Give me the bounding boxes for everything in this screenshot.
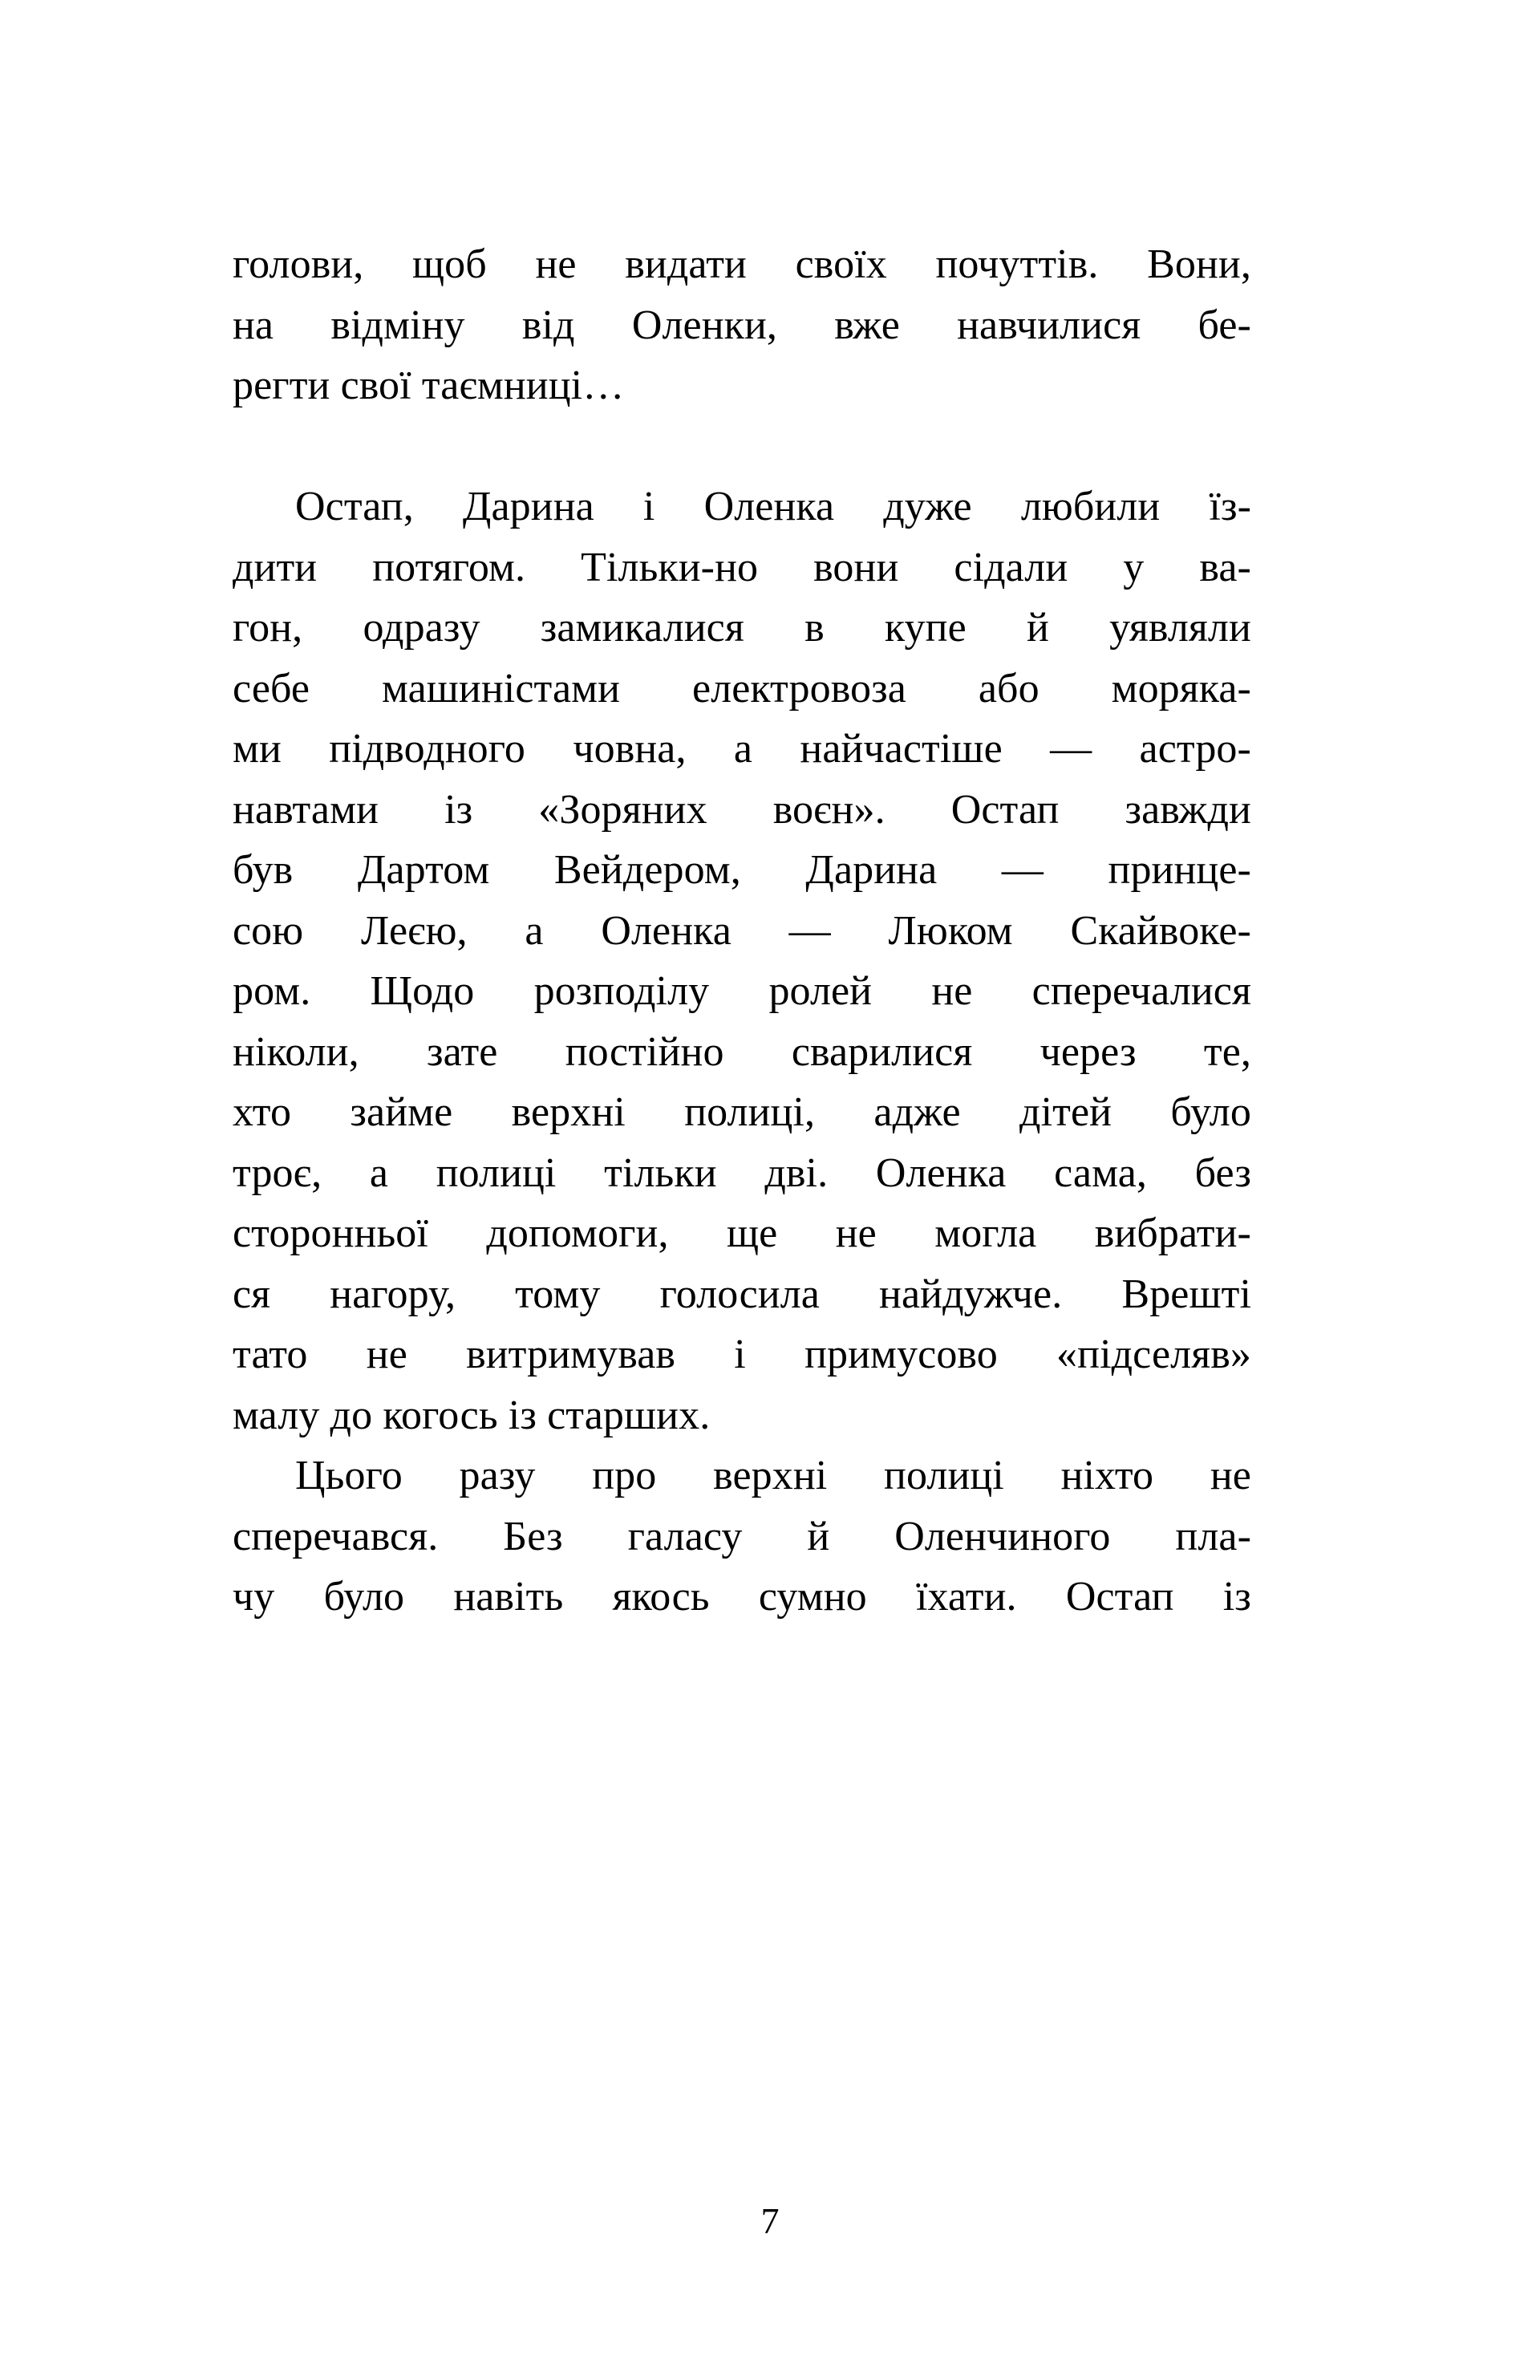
word: тато	[233, 1332, 308, 1377]
word: сою	[233, 907, 304, 954]
word: голосила	[659, 1271, 820, 1317]
word: в	[804, 605, 825, 651]
word: гон,	[233, 605, 303, 651]
word: бе-	[1198, 302, 1251, 348]
word: ром.	[233, 968, 311, 1014]
word: найдужче.	[879, 1271, 1063, 1317]
word: полиці	[436, 1149, 557, 1196]
word: про	[592, 1453, 657, 1498]
word: могла	[934, 1210, 1037, 1256]
word: одразу	[363, 605, 480, 651]
word: —	[788, 907, 831, 954]
word: у	[1123, 544, 1145, 590]
word: човна,	[573, 726, 687, 772]
word: Оленка	[601, 907, 732, 954]
word: а	[369, 1149, 389, 1196]
word: те,	[1203, 1028, 1251, 1075]
word: із	[444, 786, 473, 833]
word: на	[233, 302, 274, 348]
word: сама,	[1054, 1149, 1148, 1196]
word: хто	[233, 1089, 292, 1135]
word: чу	[233, 1574, 275, 1620]
word: —	[1001, 847, 1044, 893]
word: не	[835, 1210, 877, 1256]
word: старших.	[547, 1392, 711, 1438]
word: Без	[503, 1513, 563, 1559]
word: а	[733, 726, 753, 772]
word: астро-	[1139, 726, 1251, 772]
word: Вейдером,	[553, 847, 741, 893]
paragraph-gap	[233, 416, 1251, 477]
word: було	[323, 1574, 405, 1620]
paragraph	[233, 476, 1251, 1445]
word: ніхто	[1060, 1453, 1154, 1498]
word: не	[535, 241, 577, 287]
word: від	[521, 302, 575, 348]
word: а	[525, 907, 544, 954]
word: ролей	[768, 968, 873, 1014]
word: видати	[625, 241, 747, 287]
text-line	[233, 961, 1251, 1022]
word: сідали	[954, 544, 1068, 590]
word: зате	[426, 1028, 498, 1075]
word: Оленка	[703, 484, 835, 529]
word: дітей	[1019, 1089, 1112, 1135]
word: якось	[612, 1574, 710, 1620]
word: потягом.	[372, 544, 526, 590]
text-line	[233, 537, 1251, 598]
word: адже	[873, 1089, 961, 1135]
paragraph	[233, 1445, 1251, 1628]
word: Дарина	[462, 484, 594, 529]
word: Остап	[1065, 1574, 1174, 1620]
word: дві.	[764, 1149, 829, 1196]
word: когось	[383, 1392, 498, 1438]
word: полиці	[884, 1453, 1004, 1498]
word: галасу	[627, 1513, 743, 1559]
word: тільки	[604, 1149, 717, 1196]
word: моряка-	[1111, 665, 1251, 712]
text-line	[233, 1264, 1251, 1325]
word: Тільки-но	[581, 544, 759, 590]
text-line	[233, 1445, 1251, 1506]
word: вже	[834, 302, 900, 348]
word: малу	[233, 1392, 320, 1438]
text-line	[233, 1082, 1251, 1143]
word: ва-	[1199, 544, 1251, 590]
word: машиністами	[381, 665, 621, 712]
word: допомоги,	[486, 1210, 669, 1256]
word: без	[1194, 1149, 1251, 1196]
paragraph	[233, 234, 1251, 416]
word: не	[366, 1332, 407, 1377]
word: Скайвоке-	[1070, 907, 1251, 954]
word: Вони,	[1147, 241, 1251, 287]
word: ніколи,	[233, 1028, 359, 1075]
word: купе	[884, 605, 967, 651]
word: ми	[233, 726, 282, 772]
word: тому	[515, 1271, 601, 1317]
text-line	[233, 780, 1251, 841]
word: навіть	[453, 1574, 564, 1620]
word: Леєю,	[360, 907, 468, 954]
page-text-column	[233, 234, 1251, 1628]
word: разу	[459, 1453, 536, 1498]
word: щоб	[412, 241, 487, 287]
text-line	[233, 476, 1251, 537]
word: Остап,	[295, 484, 414, 529]
word: Оленчиного	[894, 1513, 1111, 1559]
text-line	[233, 234, 1251, 295]
word: сперечався.	[233, 1513, 439, 1559]
word: примусово	[804, 1332, 998, 1377]
word: навчилися	[957, 302, 1141, 348]
text-line	[233, 659, 1251, 720]
word: Цього	[295, 1453, 403, 1498]
word: уявляли	[1109, 605, 1251, 651]
word: дити	[233, 544, 318, 590]
word: завжди	[1125, 786, 1251, 833]
word: із	[508, 1392, 537, 1438]
text-line	[233, 1203, 1251, 1264]
word: і	[734, 1332, 746, 1377]
word: принце-	[1108, 847, 1251, 893]
word: ще	[726, 1210, 778, 1256]
text-line	[233, 901, 1251, 962]
word: «підселяв»	[1056, 1332, 1251, 1377]
word: було	[1170, 1089, 1251, 1135]
word: таємниці…	[421, 363, 625, 408]
word: воєн».	[772, 786, 886, 833]
word: сторонньої	[233, 1210, 428, 1256]
word: був	[233, 847, 294, 893]
word: й	[1026, 605, 1049, 651]
word: сперечалися	[1031, 968, 1251, 1014]
text-line	[233, 1143, 1251, 1204]
word: верхні	[713, 1453, 828, 1498]
word: не	[1210, 1453, 1251, 1498]
word: Оленка	[875, 1149, 1007, 1196]
word: регти	[233, 363, 330, 408]
page-number: 7	[760, 2200, 780, 2241]
word: Дартом	[357, 847, 490, 893]
word: пла-	[1175, 1513, 1251, 1559]
text-line	[233, 1022, 1251, 1083]
word: постійно	[565, 1028, 724, 1075]
word: відміну	[330, 302, 465, 348]
word: себе	[233, 665, 310, 712]
word: своїх	[795, 241, 887, 287]
text-line	[233, 1324, 1251, 1385]
word: не	[931, 968, 973, 1014]
word: із	[1222, 1574, 1251, 1620]
word: електровоза	[691, 665, 906, 712]
word: займе	[350, 1089, 453, 1135]
word: троє,	[233, 1149, 322, 1196]
text-line	[233, 1567, 1251, 1628]
text-line	[233, 1506, 1251, 1567]
word: Люком	[888, 907, 1013, 954]
word: любили	[1020, 484, 1161, 529]
word: сумно	[758, 1574, 867, 1620]
word: і	[642, 484, 655, 529]
word: їз-	[1209, 484, 1251, 529]
word: вибрати-	[1094, 1210, 1251, 1256]
word: Дарина	[805, 847, 938, 893]
word: навтами	[233, 786, 379, 833]
word: Щодо	[370, 968, 475, 1014]
word: замикалися	[540, 605, 744, 651]
word: нагору,	[330, 1271, 456, 1317]
word: дуже	[883, 484, 972, 529]
word: полиці,	[684, 1089, 816, 1135]
word: розподілу	[533, 968, 710, 1014]
word: голови,	[233, 241, 364, 287]
word: —	[1050, 726, 1092, 772]
word: почуттів.	[935, 241, 1099, 287]
word: витримував	[466, 1332, 676, 1377]
word: їхати.	[915, 1574, 1017, 1620]
word: Остап	[950, 786, 1060, 833]
word: й	[807, 1513, 830, 1559]
word: «Зоряних	[538, 786, 707, 833]
word: підводного	[329, 726, 526, 772]
word: сварилися	[791, 1028, 973, 1075]
word: найчастіше	[800, 726, 1003, 772]
word: Оленки,	[631, 302, 778, 348]
text-line	[233, 295, 1251, 356]
text-line	[233, 355, 1251, 416]
word: до	[330, 1392, 373, 1438]
word: ся	[233, 1271, 271, 1317]
word: вони	[813, 544, 899, 590]
word: свої	[340, 363, 411, 408]
word: Врешті	[1121, 1271, 1251, 1317]
word: верхні	[511, 1089, 626, 1135]
text-line	[233, 719, 1251, 780]
text-line	[233, 1385, 1251, 1446]
text-line	[233, 598, 1251, 659]
word: або	[978, 665, 1040, 712]
text-line	[233, 840, 1251, 901]
word: через	[1040, 1028, 1137, 1075]
